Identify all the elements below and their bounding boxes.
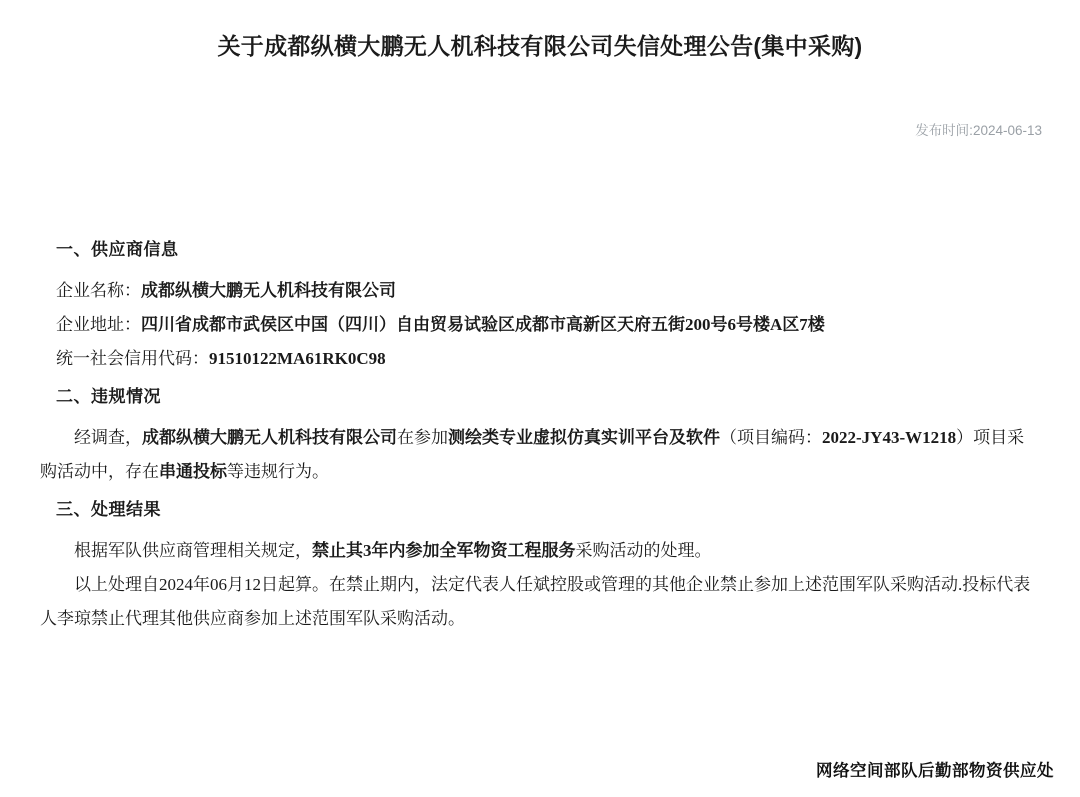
result-paragraph-1 — [40, 534, 1040, 568]
violation-type: 串通投标 — [159, 462, 227, 481]
publish-date: 发布时间:2024-06-13 — [915, 123, 1042, 138]
violation-text-1: 经调查， — [74, 428, 142, 447]
section-heading-supplier-info: 一、供应商信息 — [56, 240, 179, 259]
field-credit-code-value: 91510122MA61RK0C98 — [209, 349, 386, 368]
result-penalty: 禁止其3年内参加全军物资工程服务 — [312, 541, 576, 560]
field-credit-code-label: 统一社会信用代码： — [56, 349, 209, 368]
page-title: 关于成都纵横大鹏无人机科技有限公司失信处理公告(集中采购) — [217, 33, 863, 59]
field-company-address-label: 企业地址： — [56, 315, 141, 334]
violation-paragraph — [40, 421, 1040, 489]
violation-project-code: 2022-JY43-W1218 — [822, 428, 957, 447]
document-body — [0, 139, 1080, 636]
violation-text-2: 在参加 — [397, 428, 448, 447]
section-heading-result: 三、处理结果 — [56, 500, 161, 519]
field-company-name — [40, 274, 1040, 308]
field-company-name-value: 成都纵横大鹏无人机科技有限公司 — [141, 281, 396, 300]
result-text-1: 根据军队供应商管理相关规定， — [74, 541, 312, 560]
violation-text-3: （项目编码： — [720, 428, 822, 447]
field-company-name-label: 企业名称： — [56, 281, 141, 300]
violation-company-name: 成都纵横大鹏无人机科技有限公司 — [142, 428, 397, 447]
violation-project-name: 测绘类专业虚拟仿真实训平台及软件 — [448, 428, 720, 447]
violation-text-5: 中，存在 — [91, 462, 159, 481]
violation-text-6: 等违规行为。 — [227, 462, 329, 481]
field-credit-code — [40, 342, 1040, 376]
field-company-address — [40, 308, 1040, 342]
section-heading-violation: 二、违规情况 — [56, 387, 161, 406]
result-paragraph-2: 以上处理自2024年06月12日起算。在禁止期内，法定代表人任斌控股或管理的其他企业禁止参加上述范围军队采购活动.投标代表人李琼禁止代理其他供应商参加上述范围军队采购活动。 — [40, 575, 1031, 628]
result-text-2: 采购活动的处理。 — [575, 541, 712, 560]
violation-text-4: ）项目采购活动 — [40, 428, 1025, 481]
issuing-authority: 网络空间部队后勤部物资供应处 — [816, 762, 1054, 780]
field-company-address-value: 四川省成都市武侯区中国（四川）自由贸易试验区成都市高新区天府五街200号6号楼A区7楼 — [141, 315, 825, 334]
